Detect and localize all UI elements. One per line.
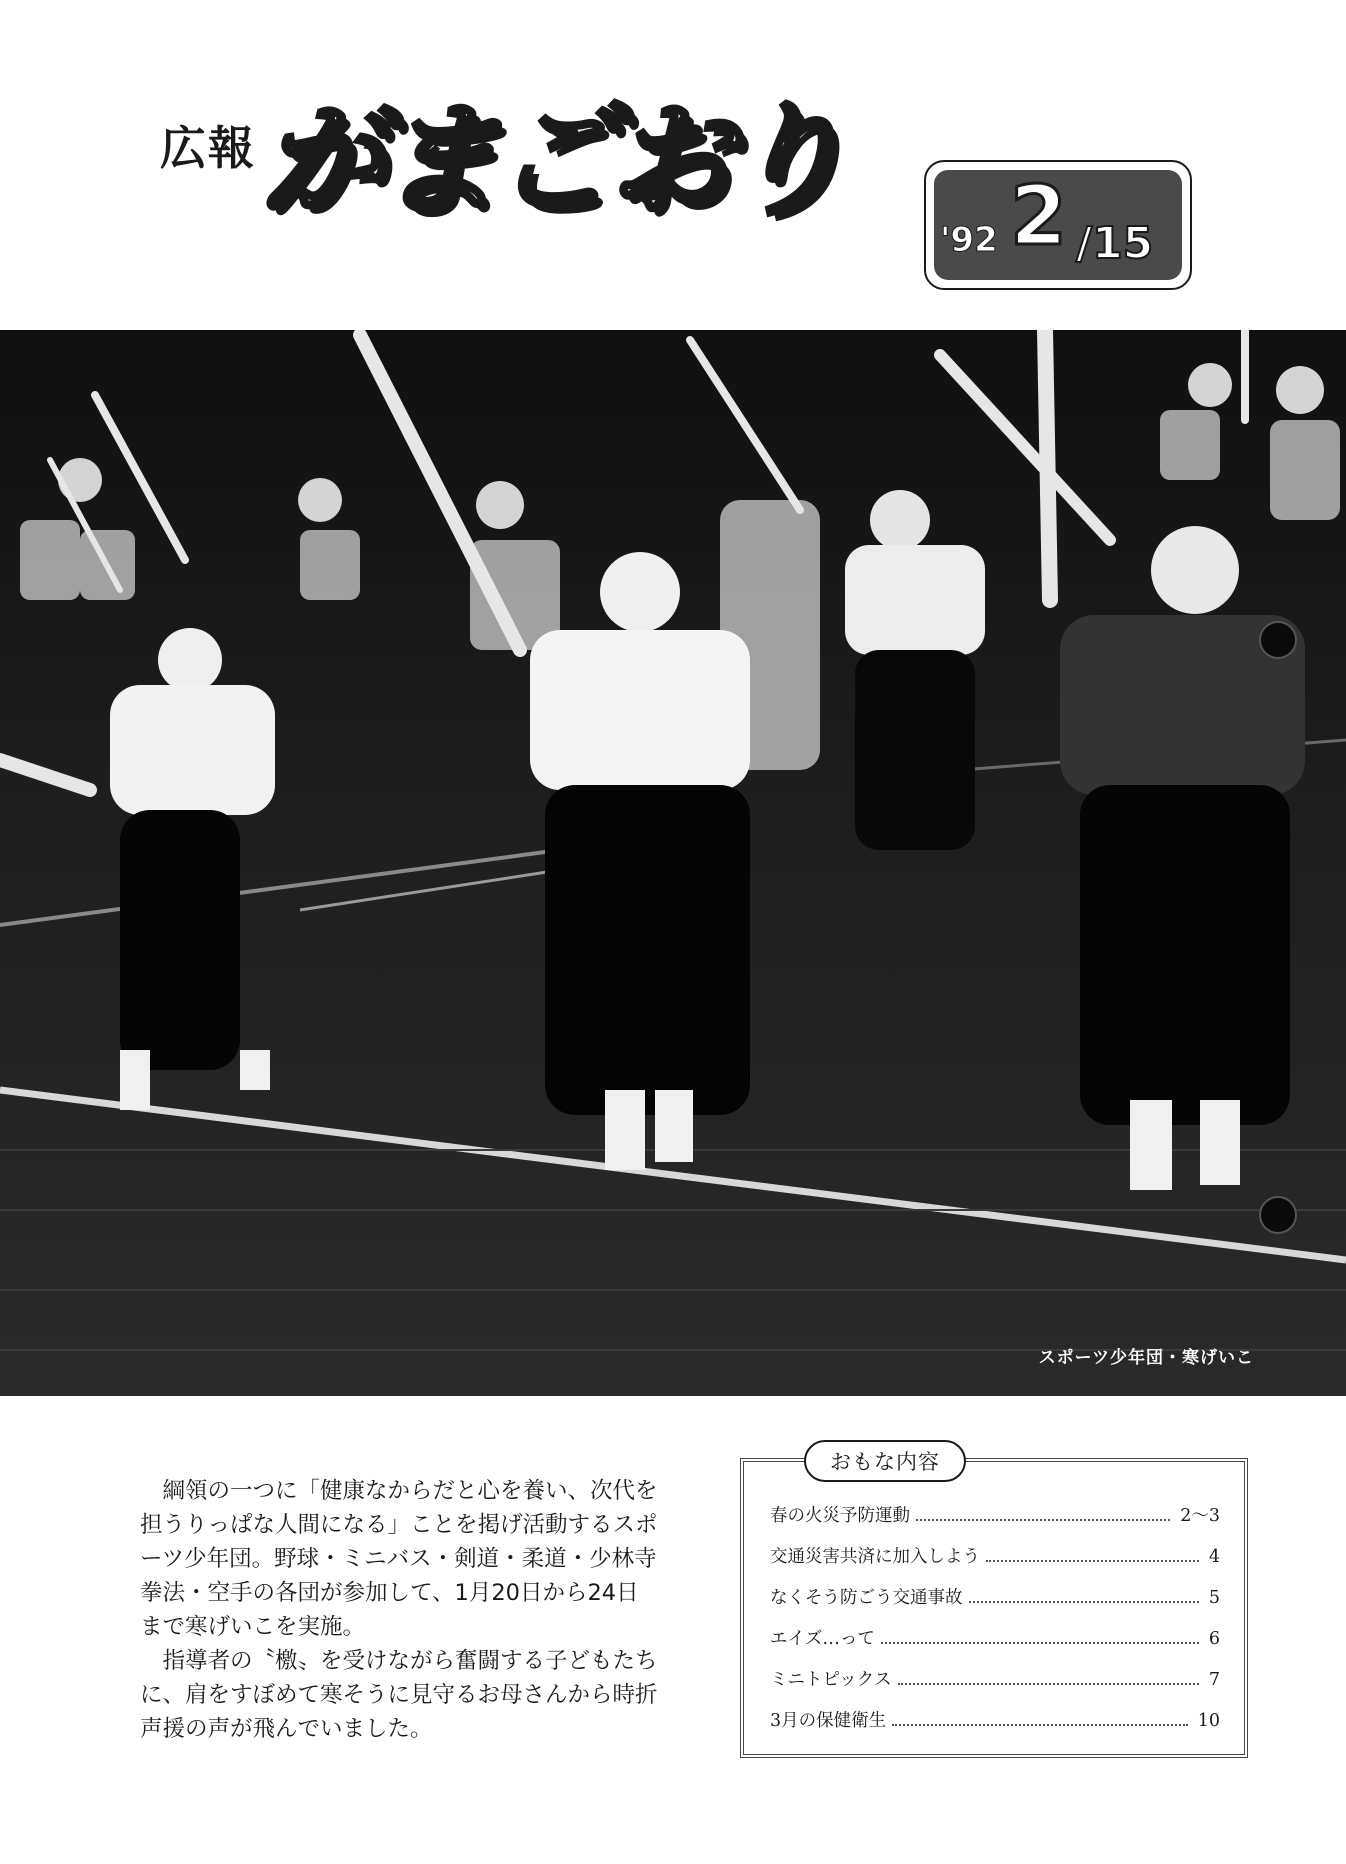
contents-item-page: 7 (1208, 1670, 1220, 1690)
contents-item-title: 春の火災予防運動 (770, 1506, 910, 1526)
leader-dots (969, 1601, 1199, 1603)
lead-paragraph-2: 指導者の〝檄〟を受けながら奮闘する子どもたちに、肩をすぼめて寒そうに見守るお母さんから時折声援の声が飛んでいました。 (140, 1648, 658, 1742)
contents-item[interactable] (770, 1502, 1220, 1543)
issue-year: '92 (940, 220, 998, 260)
contents-item[interactable] (770, 1666, 1220, 1707)
masthead-title: がまごおり (262, 90, 842, 232)
issue-date-box (924, 160, 1192, 290)
photo-caption: スポーツ少年団・寒げいこ (1038, 1348, 1254, 1368)
contents-item-page: 10 (1197, 1711, 1220, 1731)
contents-item-page: 5 (1208, 1588, 1220, 1608)
contents-item-title: なくそう防ごう交通事故 (770, 1588, 963, 1608)
contents-item-page: 4 (1208, 1547, 1220, 1567)
issue-day: /15 (1076, 218, 1154, 269)
contents-item[interactable] (770, 1543, 1220, 1584)
contents-list (770, 1502, 1220, 1748)
contents-item-page: 6 (1208, 1629, 1220, 1649)
issue-month: 2 (1010, 169, 1068, 264)
contents-item-page: 2～3 (1180, 1506, 1220, 1526)
contents-item[interactable] (770, 1707, 1220, 1748)
lead-text (140, 1474, 660, 1746)
cover-photo (0, 330, 1346, 1396)
contents-title: おもな内容 (804, 1440, 966, 1482)
leader-dots (881, 1642, 1199, 1644)
contents-box (740, 1450, 1248, 1758)
contents-item-title: 交通災害共済に加入しよう (770, 1547, 980, 1567)
lead-paragraph-1: 綱領の一つに「健康なからだと心を養い、次代を担うりっぱな人間になる」ことを掲げ活動するスポーツ少年団。野球・ミニバス・剣道・柔道・少林寺拳法・空手の各団が参加して、1月20日から24日まで寒げいこを実施。 (140, 1478, 658, 1640)
leader-dots (898, 1683, 1199, 1685)
leader-dots (892, 1724, 1188, 1726)
leader-dots (916, 1519, 1170, 1521)
kendo-practice-illustration (0, 330, 1346, 1396)
contents-item-title: 3月の保健衛生 (770, 1711, 887, 1731)
contents-item-title: ミニトピックス (770, 1670, 892, 1690)
leader-dots (986, 1560, 1199, 1562)
masthead-prefix: 広報 (160, 121, 256, 175)
contents-item[interactable] (770, 1625, 1220, 1666)
contents-item-title: エイズ…って (770, 1629, 875, 1649)
contents-item[interactable] (770, 1584, 1220, 1625)
